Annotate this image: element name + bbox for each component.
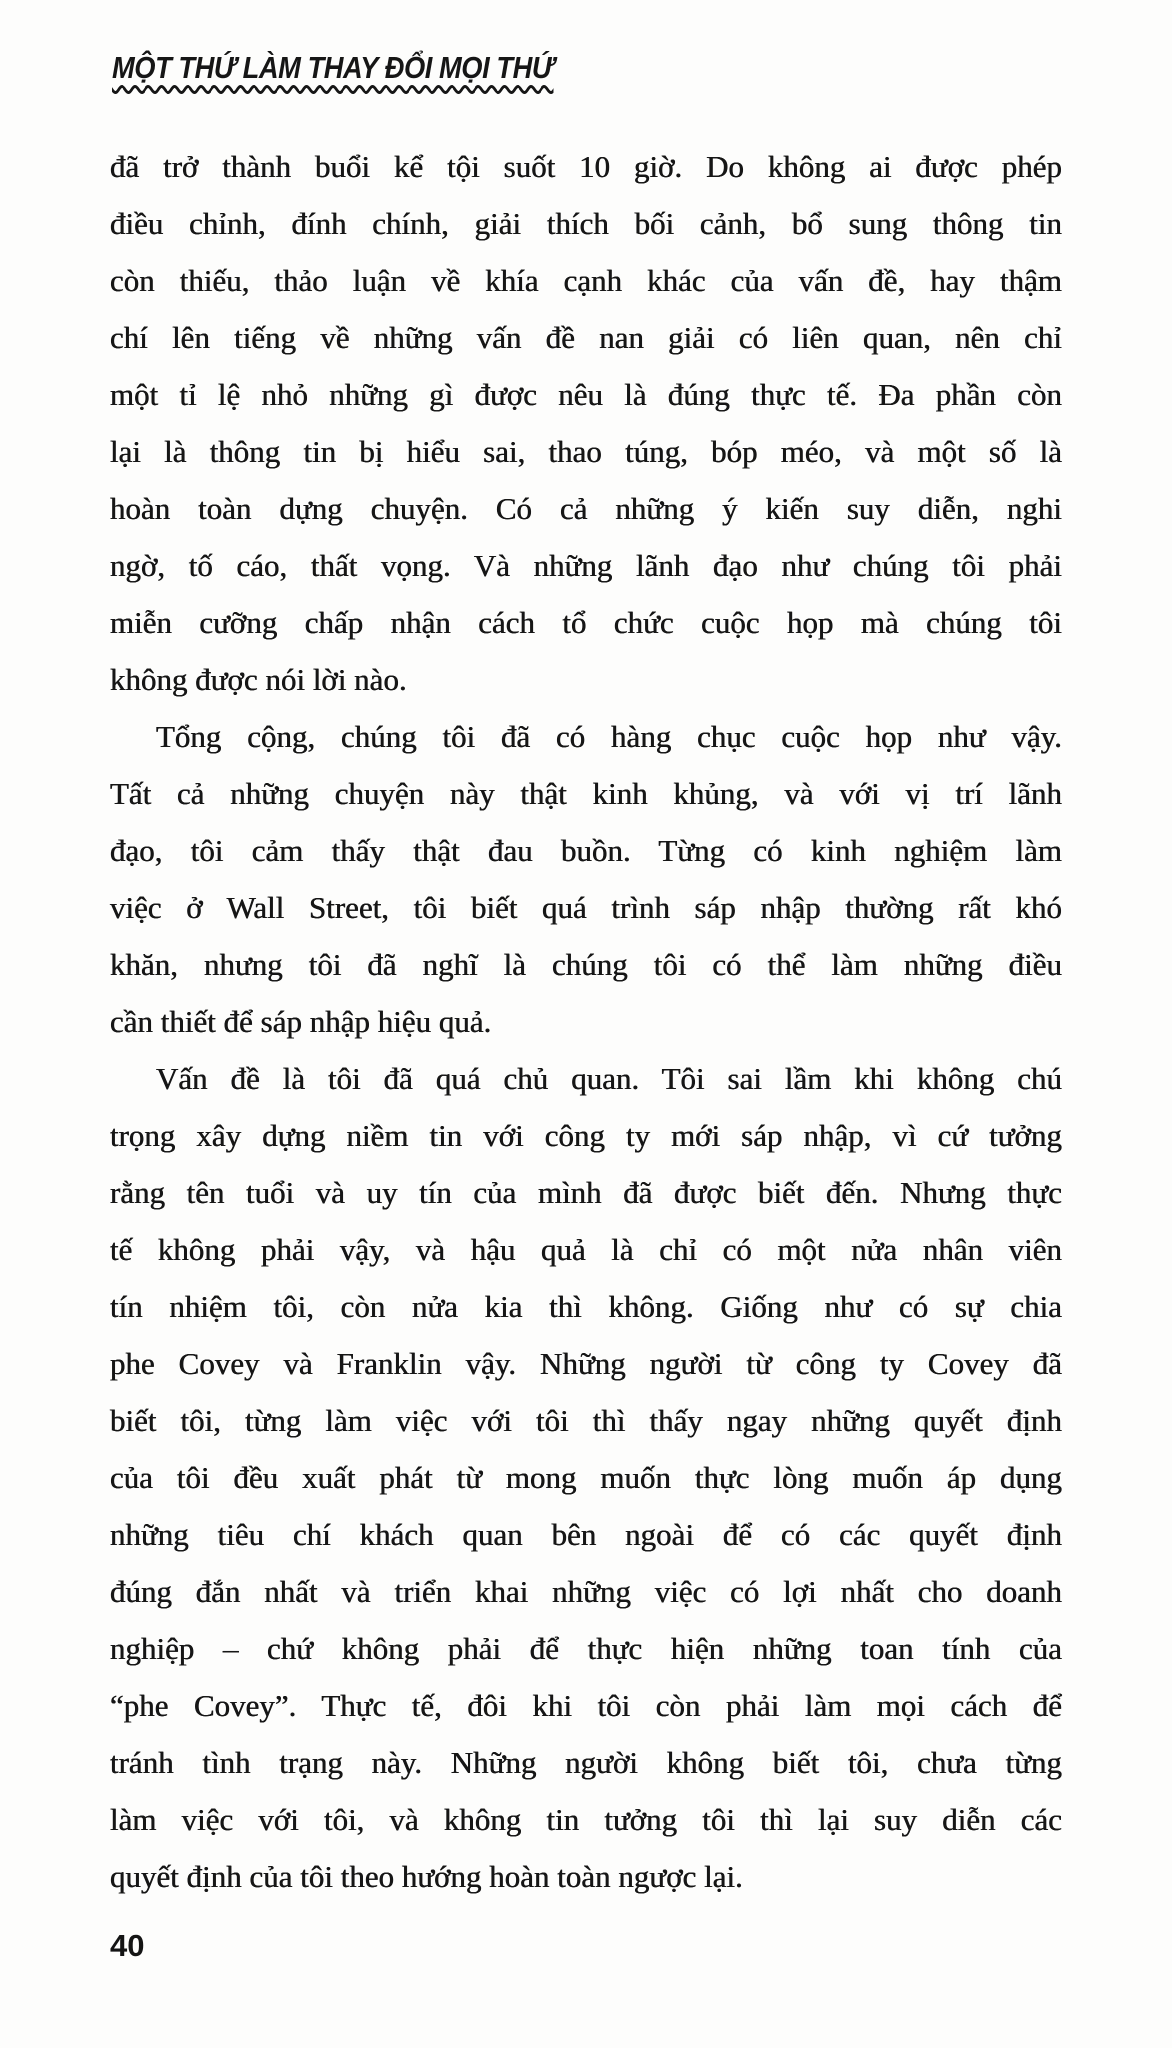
text-line: chí lên tiếng về những vấn đề nan giải có liên quan, nên chỉ [110,320,1062,355]
text-line: biết tôi, từng làm việc với tôi thì thấy ngay những quyết định [110,1403,1062,1438]
text-line: làm việc với tôi, và không tin tưởng tôi thì lại suy diễn các [110,1802,1062,1837]
text-line: miễn cưỡng chấp nhận cách tổ chức cuộc họp mà chúng tôi [110,605,1062,640]
text-line: đúng đắn nhất và triển khai những việc có lợi nhất cho doanh [110,1574,1062,1609]
text-line: rằng tên tuổi và uy tín của mình đã được biết đến. Nhưng thực [110,1175,1062,1210]
text-line: ngờ, tố cáo, thất vọng. Và những lãnh đạo như chúng tôi phải [110,548,1062,583]
text-line: không được nói lời nào. [110,662,407,697]
text-line: trọng xây dựng niềm tin với công ty mới sáp nhập, vì cứ tưởng [110,1118,1062,1153]
text-line: của tôi đều xuất phát từ mong muốn thực lòng muốn áp dụng [110,1460,1062,1495]
page-body-text [110,138,1062,1905]
text-line: điều chỉnh, đính chính, giải thích bối cảnh, bổ sung thông tin [110,206,1062,241]
text-line: cần thiết để sáp nhập hiệu quả. [110,1004,492,1039]
text-line: nghiệp – chứ không phải để thực hiện những toan tính của [110,1631,1062,1666]
paragraph [110,138,1062,708]
paragraph [110,1050,1062,1905]
text-line: lại là thông tin bị hiểu sai, thao túng, bóp méo, và một số là [110,434,1062,469]
chapter-running-header: MỘT THỨ LÀM THAY ĐỔI MỌI THỨ [112,50,554,85]
text-line: Vấn đề là tôi đã quá chủ quan. Tôi sai lầm khi không chú [156,1061,1062,1096]
page-number: 40 [110,1928,145,1963]
text-line: đạo, tôi cảm thấy thật đau buồn. Từng có kinh nghiệm làm [110,833,1062,868]
text-line: tế không phải vậy, và hậu quả là chỉ có một nửa nhân viên [110,1232,1062,1267]
text-line: một tỉ lệ nhỏ những gì được nêu là đúng thực tế. Đa phần còn [110,377,1062,412]
text-line: tín nhiệm tôi, còn nửa kia thì không. Giống như có sự chia [110,1289,1062,1324]
text-line: việc ở Wall Street, tôi biết quá trình sáp nhập thường rất khó [110,890,1062,925]
text-line: khăn, nhưng tôi đã nghĩ là chúng tôi có thể làm những điều [110,947,1062,982]
text-line: tránh tình trạng này. Những người không biết tôi, chưa từng [110,1745,1062,1780]
paragraph [110,708,1062,1050]
text-line: Tổng cộng, chúng tôi đã có hàng chục cuộc họp như vậy. [156,719,1062,754]
text-line: quyết định của tôi theo hướng hoàn toàn ngược lại. [110,1859,743,1894]
text-line: đã trở thành buổi kể tội suốt 10 giờ. Do không ai được phép [110,149,1062,184]
text-line: Tất cả những chuyện này thật kinh khủng, và với vị trí lãnh [110,776,1062,811]
text-line: những tiêu chí khách quan bên ngoài để có các quyết định [110,1517,1062,1552]
text-line: còn thiếu, thảo luận về khía cạnh khác của vấn đề, hay thậm [110,263,1062,298]
text-line: “phe Covey”. Thực tế, đôi khi tôi còn phải làm mọi cách để [110,1688,1062,1723]
text-line: hoàn toàn dựng chuyện. Có cả những ý kiến suy diễn, nghi [110,491,1062,526]
text-line: phe Covey và Franklin vậy. Những người từ công ty Covey đã [110,1346,1062,1381]
